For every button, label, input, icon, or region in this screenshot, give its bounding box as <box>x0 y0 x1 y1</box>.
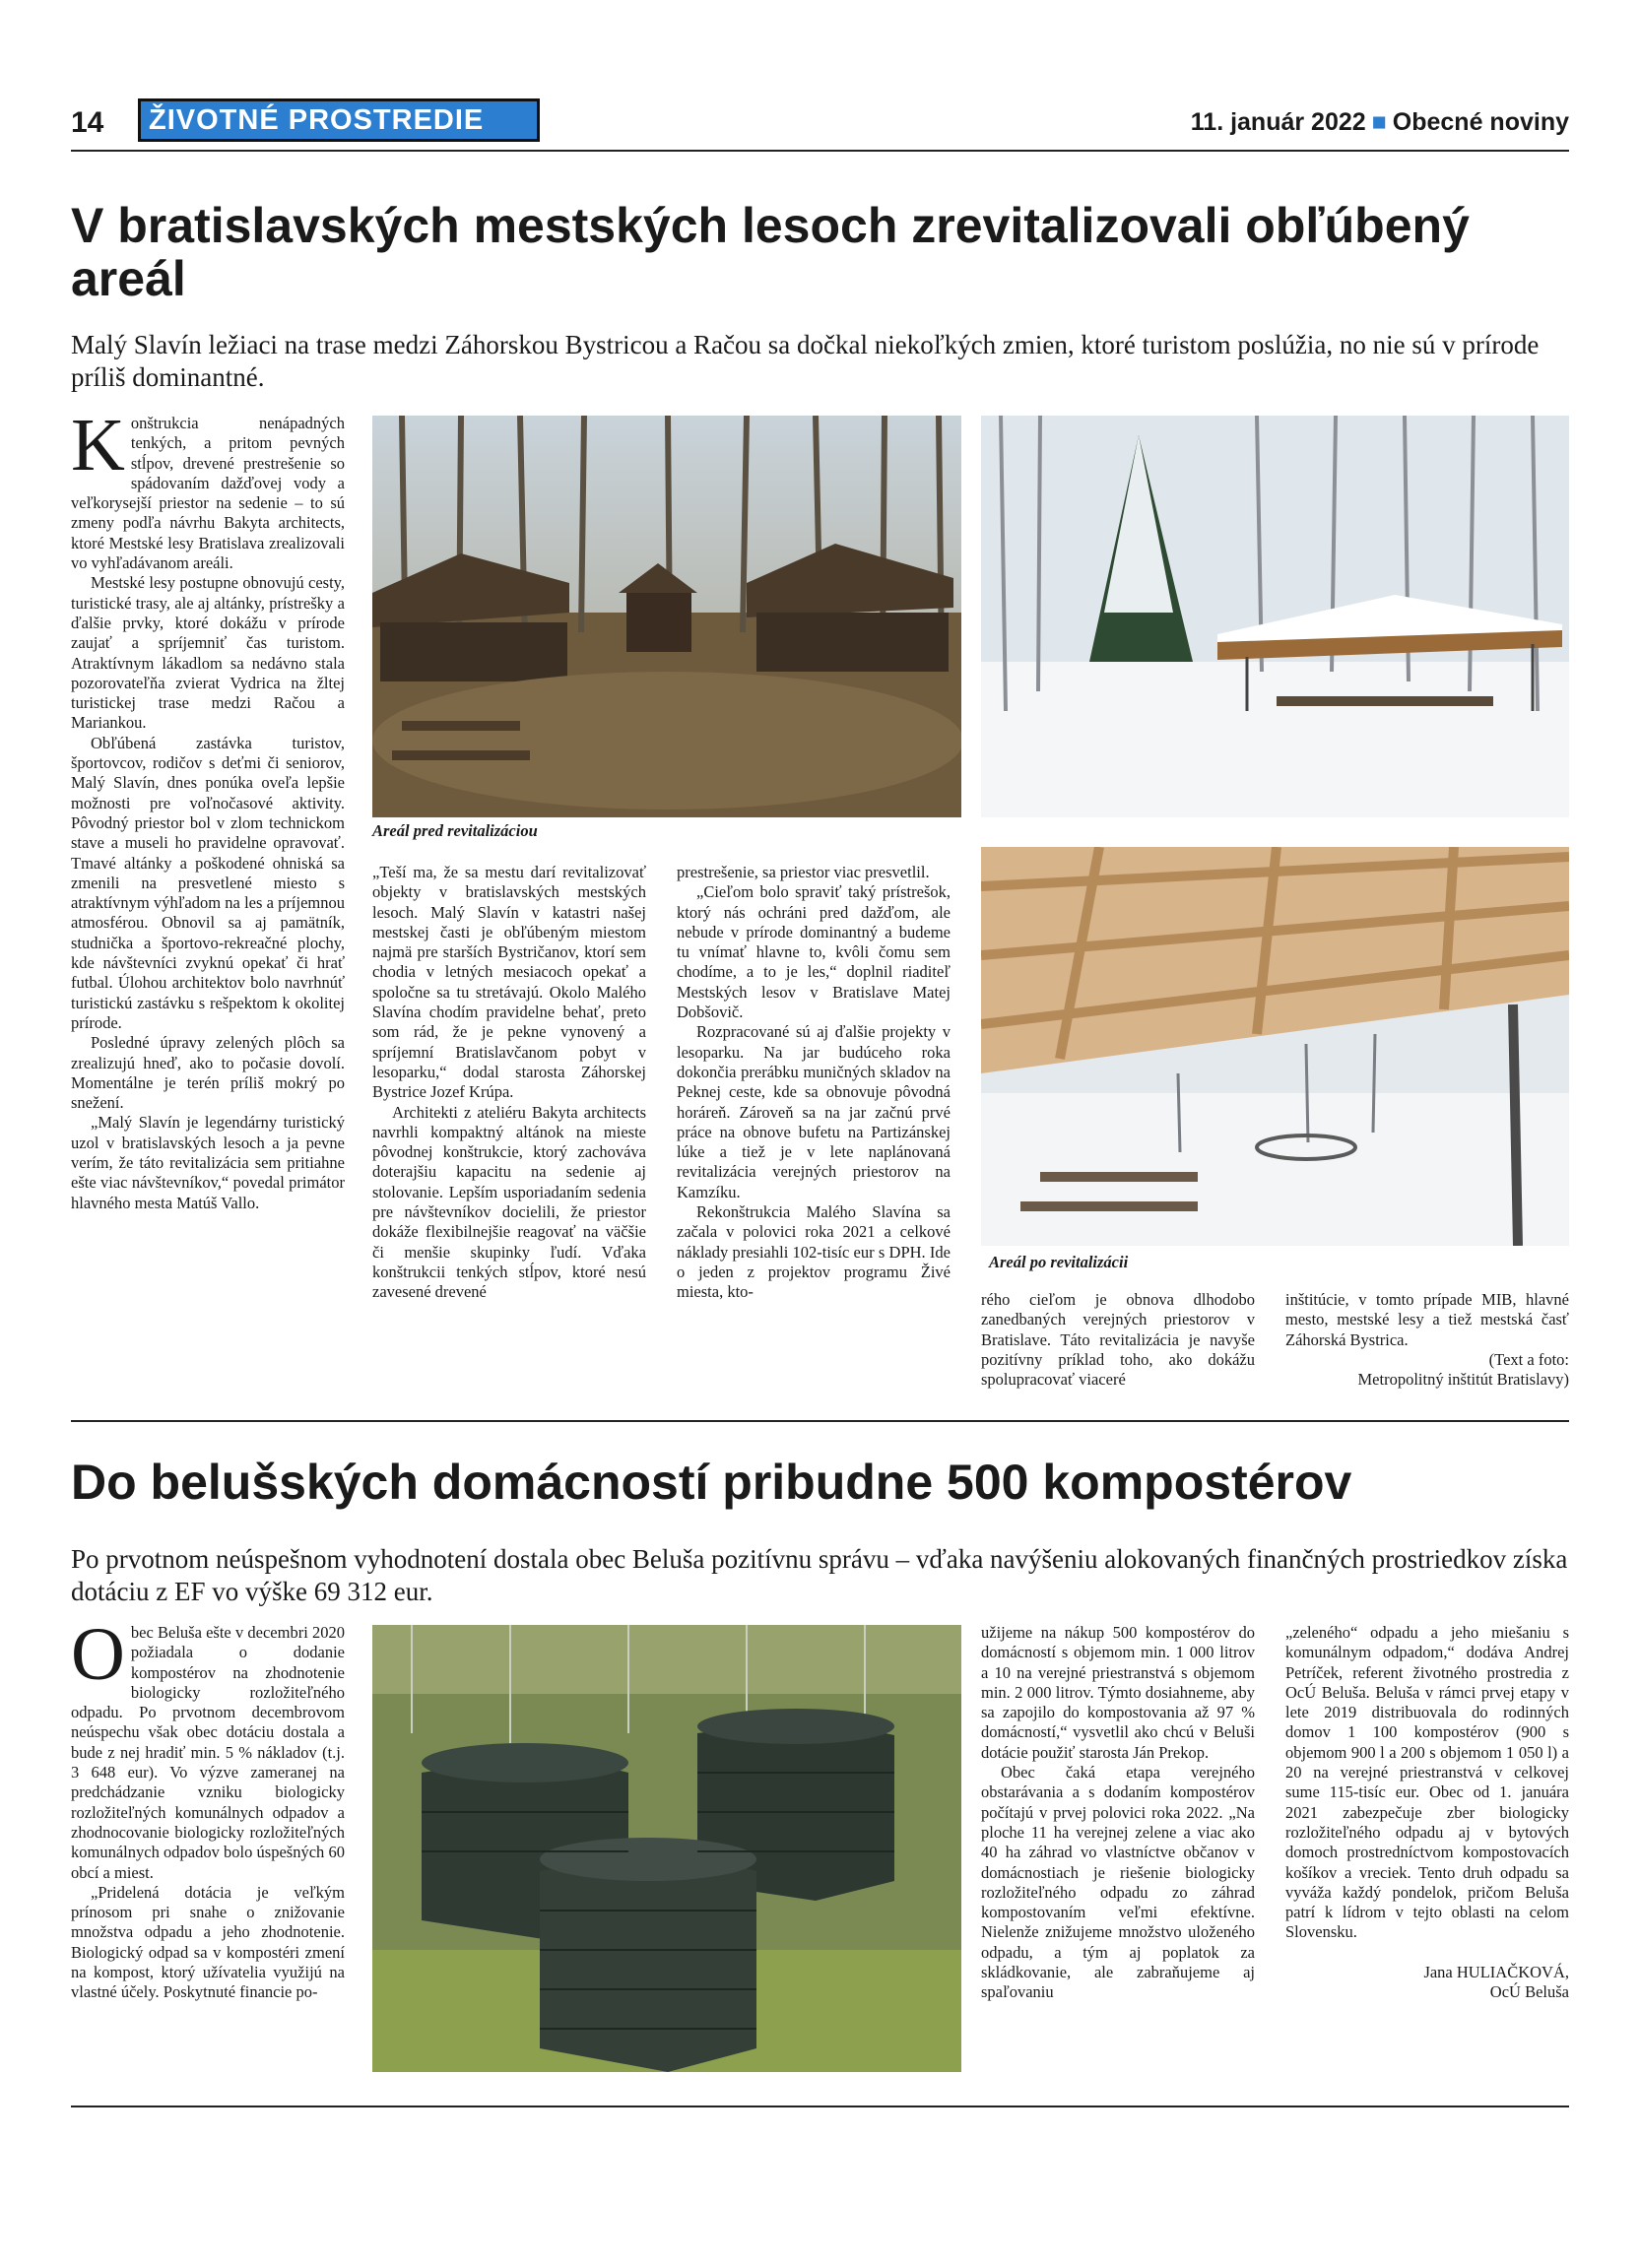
article2-signature-office: OcÚ Beluša <box>1489 1982 1569 2002</box>
photo-shelter-roof-interior <box>981 847 1569 1246</box>
article1-text: Rekonštrukcia Malého Slavína sa začala v polovici roka 2021 a celkové náklady presiahli 102-tisíc eur s DPH. Ide o jeden z projektov programu Živé miesta, kto- <box>677 1202 951 1302</box>
article2-headline: Do belušských domácností pribudne 500 kompostérov <box>71 1455 1352 1510</box>
article1-text: inštitúcie, v tomto prípade MIB, hlavné mesto, mestské lesy a tiež mestská časť Záhorská Bystrica. <box>1285 1290 1569 1349</box>
article1-credit-source: Metropolitný inštitút Bratislavy) <box>1357 1370 1569 1390</box>
photo-compost-bins-garden <box>372 1625 961 2072</box>
article1-text: Posledné úpravy zelených plôch sa zrealizujú hneď, ako to počasie dovolí. Momentálne je terén príliš mokrý po snežení. <box>71 1033 345 1113</box>
article-divider <box>71 1420 1569 1422</box>
photo-caption-before: Areál pred revitalizáciou <box>372 821 538 840</box>
article2-text: Obec čaká etapa verejného obstarávania a s dodaním kompostérov počítajú v prvej polovici roka 2022. „Na ploche 11 ha verejnej zelene a viac ako 40 ha záhrad vo vlastníctve občanov v domácnostiach je riešenie biologicky rozložiteľného odpadu zo záhrad kompostovaním veľmi efektívne. Nielenže znižujeme množstvo uloženého odpadu, a tým aj poplatok za skládkovanie, ale zabraňujeme aj spaľovaniu <box>981 1763 1255 2002</box>
article1-lead: Malý Slavín ležiaci na trase medzi Záhorskou Bystricou a Račou sa dočkal niekoľkých zmien, ktoré turistom poslúžia, no nie sú v prírode príliš dominantné. <box>71 330 1540 392</box>
article2-dropcap: O <box>71 1613 125 1696</box>
separator-dot-icon: ■ <box>1371 108 1387 136</box>
photo-after-revitalization <box>981 847 1569 1246</box>
article2-text: užijeme na nákup 500 kompostérov do domácností s objemom min. 1 000 litrov a 10 na verejné priestranstvá s objemom min. 2 000 litrov. Týmto dosiahneme, aby sa zapojilo do kompostovania až 97 % domácností,“ vysvetlil ako chcú v Beluši dotácie použiť starosta Ján Prekop. <box>981 1623 1255 1762</box>
bottom-rule <box>71 2106 1569 2107</box>
article2-text: bec Beluša ešte v decembri 2020 požiadala o dodanie kompostérov na zhodnotenie biologicky rozložiteľného odpadu. Po prvotnom decembrovom neúspechu však obec dotáciu dostala a bude z nej hradiť min. 5 % nákladov (t.j. 3 648 eur). Vo výzve zameranej na predchádzanie vzniku biologicky rozložiteľných komunálnych odpadov a zhodnocovanie biologicky rozložiteľných komunálnych odpadov bolo úspešných 60 obcí a miest. <box>71 1623 345 1882</box>
article1-text: onštrukcia nenápadných tenkých, a pritom pevných stĺpov, drevené prestrešenie so spádovaním dažďovej vody a veľkorysejší priestor na sedenie – to sú zmeny podľa návrhu Bakyta architects, ktoré Mestské lesy Bratislava zrealizovali vo vyhľadávanom areáli. <box>71 414 345 573</box>
article1-text: Rozpracované sú aj ďalšie projekty v lesoparku. Na jar budúceho roka dokončia prerábku muničných skladov na Peknej ceste, kde sa obnovuje pôvodná horáreň. Zároveň sa na jar začnú prvé práce na obnove bufetu na Partizánskej lúke a tiež je v lete naplánovaná revitalizácia verejných priestorov na Kamzíku. <box>677 1022 951 1201</box>
article1-headline: V bratislavských mestských lesoch zrevitalizovali obľúbený areál <box>71 198 1470 306</box>
article1-column-1 <box>71 404 345 1213</box>
article2-text: „zeleného“ odpadu a jeho miešaniu s komunálnym odpadom,“ dodáva Andrej Petríček, referent životného prostredia z OcÚ Beluša. Beluša v rámci prvej etapy v lete 2019 distribuovala do rodinných domov 1 100 kompostérov (900 s objemom 900 l a 200 s objemom 1 050 l) a 20 na verejné priestranstvá v celkovej sume 115-tisíc eur. Obec od 1. januára 2021 zabezpečuje zber biologicky rozložiteľného odpadu aj v bytových domoch prostredníctvom kompostovacích košíkov a vreciek. Tento druh odpadu sa vyváža každý pondelok, pričom Beluša patrí k lídrom v tejto oblasti na celom Slovensku. <box>1285 1623 1569 1942</box>
header-rule <box>71 150 1569 152</box>
article1-text: „Malý Slavín je legendárny turistický uzol v bratislavských lesoch a ja pevne verím, že táto revitalizácia sem pritiahne ešte viac návštevníkov,“ povedal primátor hlavného mesta Matúš Vallo. <box>71 1113 345 1212</box>
article1-column-4 <box>981 1290 1255 1390</box>
photo-compost-bins <box>372 1625 961 2072</box>
section-label: ŽIVOTNÉ PROSTREDIE <box>138 98 540 142</box>
newspaper-name: Obecné noviny <box>1392 108 1569 136</box>
article2-text: „Pridelená dotácia je veľkým prínosom pri snahe o znižovanie množstva odpadu a jeho zhodnotenie. Biologický odpad sa v kompostéri zmení na kompost, ktorý užívatelia využijú na vlastné účely. Poskytnuté financie po- <box>71 1882 345 2002</box>
article1-text: Architekti z ateliéru Bakyta architects navrhli kompaktný altánok na mieste pôvodnej konštrukcie, ktorý zachováva doterajšiu kapacitu na sedenie aj stolovanie. Lepším usporiadaním sedenia pre návštevníkov docielili, že priestor dokáže flexibilnejšie reagovať na väčšie či menšie skupinky ľudí. Vďaka konštrukcii tenkých stĺpov, ktoré nesú zavesené drevené <box>372 1102 646 1302</box>
article1-column-2 <box>372 863 646 1303</box>
issue-date: 11. január 2022 <box>1190 108 1366 136</box>
photo-forest-shelters-autumn <box>372 416 961 817</box>
article2-signature-name: Jana HULIAČKOVÁ, <box>1423 1962 1569 1981</box>
page-number: 14 <box>71 106 104 139</box>
article1-text: „Cieľom bolo spraviť taký prístrešok, ktorý nás ochráni pred dažďom, ale nebude v prírode dominantný a budeme tu vnímať hlavne to, kvôli čomu sem chodíme, a to je les,“ doplnil riaditeľ Mestských lesov v Bratislave Matej Dobšovič. <box>677 882 951 1022</box>
article1-credit: (Text a foto: <box>1488 1349 1569 1369</box>
article1-text: Obľúbená zastávka turistov, športovcov, rodičov s deťmi či seniorov, Malý Slavín, dnes ponúka oveľa lepšie možnosti pre voľnočasové aktivity. Pôvodný priestor bol v zlom technickom stave a museli ho pravidelne opravovať. Tmavé altánky a poškodené ohniská sa zmenili na presvetlené miesto s atraktívnym výhľadom na les a príjemnou atmosférou. Obnovil sa aj pamätník, studnička a športovo-rekreačné plochy, kde návštevníci zvyknú opekať či hrať futbal. Úlohou architektov bolo navrhnúť turistickú zastávku s rešpektom k okolitej prírode. <box>71 733 345 1032</box>
photo-before-revitalization <box>372 416 961 817</box>
photo-caption-after: Areál po revitalizácii <box>989 1253 1129 1271</box>
article1-column-5 <box>1285 1290 1569 1390</box>
photo-snowy-forest-shelter <box>981 416 1569 817</box>
article1-text: Mestské lesy postupne obnovujú cesty, turistické trasy, ale aj altánky, prístrešky a ďalšie prvky, ktoré dokážu v prírode zaujať a spríjemniť čas turistom. Atraktívnym lákadlom sa nedávno stala pozorovateľňa zvierat Vydrica na žltej turistickej trase medzi Račou a Mariankou. <box>71 573 345 733</box>
photo-winter-shelter <box>981 416 1569 817</box>
article2-column-3 <box>1285 1623 1569 2002</box>
article1-column-3 <box>677 863 951 1303</box>
article1-text: „Teší ma, že sa mestu darí revitalizovať objekty v bratislavských mestských lesoch. Malý Slavín v katastri našej mestskej časti je obľúbeným miestom najmä pre starších Bystričanov, ktorí sem chodia v letných mesiacoch opekať a spoločne sa tu stretávajú. Okolo Malého Slavína chodím pravidelne behať, preto som rád, že je pekne vynovený a spríjemní Bratislavčanom pobyt v lesoparku,“ dodal starosta Záhorskej Bystrice Jozef Krúpa. <box>372 863 646 1102</box>
article2-column-2 <box>981 1623 1255 2003</box>
article1-text: rého cieľom je obnova dlhodobo zanedbaných verejných priestorov v Bratislave. Táto revitalizácia je navyše pozitívny príklad toho, ako dokážu spolupracovať viaceré <box>981 1290 1255 1390</box>
article2-lead: Po prvotnom neúspešnom vyhodnotení dostala obec Beluša pozitívnu správu – vďaka navýšeniu alokovaných finančných prostriedkov získa dotáciu z EF vo výške 69 312 eur. <box>71 1544 1568 1606</box>
article1-text: prestrešenie, sa priestor viac presvetlil. <box>677 863 930 881</box>
masthead-info <box>1191 108 1569 137</box>
article2-column-1 <box>71 1613 345 2003</box>
article1-dropcap: K <box>71 404 125 486</box>
